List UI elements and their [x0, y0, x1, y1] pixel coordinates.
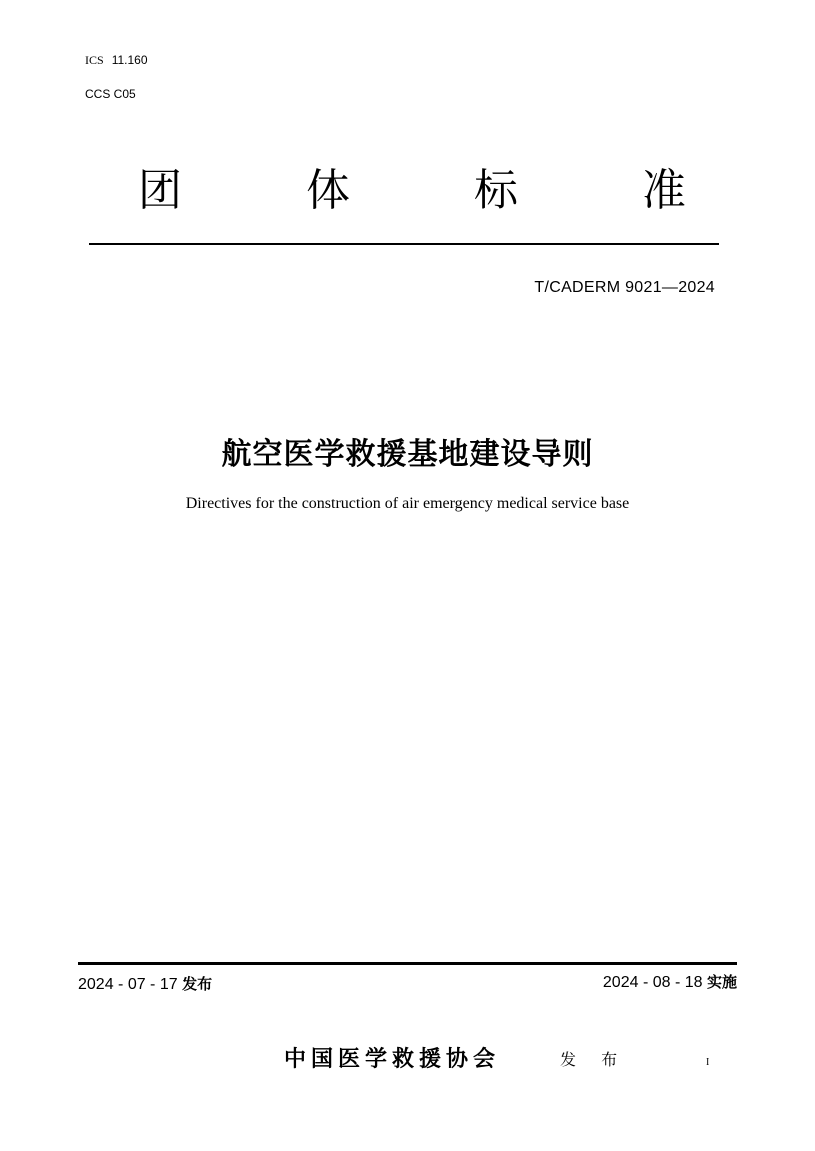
- implement-label: 实施: [706, 973, 737, 991]
- issue-date-block: [78, 973, 212, 996]
- ics-classification: [85, 52, 148, 68]
- standard-number: T/CADERM 9021—2024: [534, 279, 715, 296]
- issue-date: 2024 - 07 - 17: [78, 976, 178, 993]
- header-divider: [89, 243, 719, 245]
- standard-type-char: 准: [642, 165, 686, 216]
- implement-date: 2024 - 08 - 18: [602, 974, 703, 991]
- standard-type-char: 标: [474, 165, 518, 216]
- ccs-classification: CCS C05: [85, 87, 136, 101]
- standard-type-heading: [112, 163, 712, 219]
- standard-type-char: 团: [138, 165, 182, 216]
- ics-prefix: ICS: [85, 53, 104, 67]
- page-number: I: [706, 1057, 710, 1068]
- document-title-zh: 航空医学救援基地建设导则: [221, 437, 594, 472]
- standard-type-char: 体: [306, 165, 350, 216]
- footer-divider: [78, 962, 737, 965]
- publish-label: 发 布: [560, 1050, 628, 1069]
- issue-label: 发布: [182, 975, 213, 993]
- ics-code: 11.160: [111, 53, 148, 67]
- document-title-en: Directives for the construction of air emergency medical service base: [185, 495, 630, 512]
- implement-date-block: [603, 971, 737, 994]
- publisher-name: 中国医学救援协会: [284, 1047, 501, 1072]
